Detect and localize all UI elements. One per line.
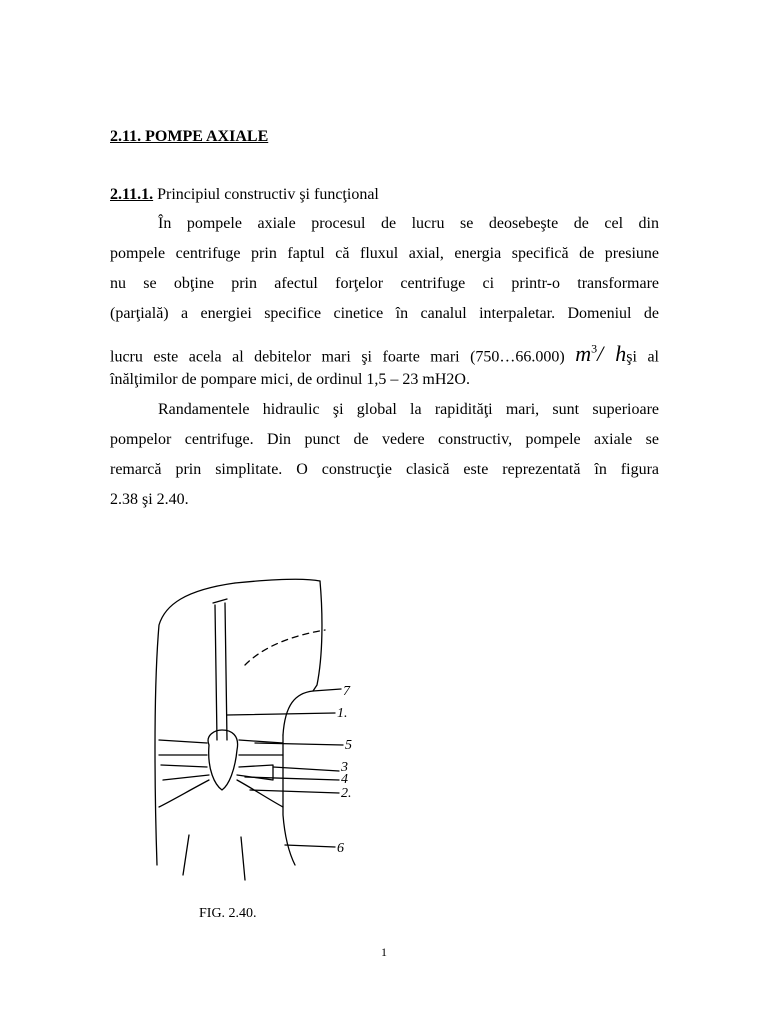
flow-line-lower-left: [159, 780, 209, 807]
leader-2: [250, 790, 339, 793]
flow-range-text: lucru este acela al debitelor mari şi foarte mari (750…66.000): [110, 348, 565, 366]
casing-right-top: [313, 581, 322, 691]
flow-unit: $m^3/$ h: [575, 341, 627, 367]
subsection-heading: [110, 186, 379, 204]
paragraph2-line3: remarcă prin simplitate. O construcţie clasică este reprezentată în figura: [110, 461, 659, 478]
paragraph1-line1: În pompele axiale procesul de lucru se deosebeşte de cel din: [158, 215, 659, 232]
paragraph1-line2: pompele centrifuge prin faptul că fluxul axial, energia specifică de presiune: [110, 245, 659, 262]
axial-pump-sketch: [145, 575, 370, 895]
figure-label-5: 5: [345, 738, 352, 753]
hub: [208, 730, 238, 790]
leader-1: [227, 713, 335, 715]
figure-caption: FIG. 2.40.: [199, 906, 257, 921]
leader-6: [285, 845, 335, 847]
paragraph1-line6: înălţimilor de pompare mici, de ordinul 1,5 – 23 mH2O.: [110, 371, 470, 388]
paragraph1-line3: nu se obţine prin afectul forţelor centrifuge ci printr-o transformare: [110, 275, 659, 292]
paragraph1-line4: (parţială) a energiei specifice cinetice în canalul interpaletar. Domeniul de: [110, 305, 659, 322]
paragraph2-line2: pompelor centrifuge. Din punct de vedere constructiv, pompele axiale se: [110, 431, 659, 448]
flow-unit-tail-text: şi al: [626, 348, 659, 366]
inlet-arrow-2: [241, 837, 245, 880]
leader-7: [313, 689, 341, 691]
figure-label-7: 7: [343, 684, 350, 699]
leader-5: [255, 743, 343, 745]
figure-label-2: 2.: [341, 786, 352, 801]
flow-line-lower-right: [237, 780, 283, 807]
subsection-title: Principiul constructiv şi funcţional: [153, 186, 379, 203]
vane-right-upper: [239, 740, 283, 755]
casing-top: [235, 579, 320, 583]
vane-left-upper: [159, 740, 207, 755]
shaft-left: [215, 605, 217, 740]
paragraph2-line1: Randamentele hidraulic şi global la rapidităţi mari, sunt superioare: [158, 401, 659, 418]
subsection-number: 2.11.1.: [110, 186, 154, 203]
section-heading: 2.11. POMPE AXIALE: [110, 128, 269, 145]
figure-label-3: 3: [341, 760, 348, 775]
page-number: 1: [381, 945, 387, 959]
vane-left-lower: [161, 765, 209, 780]
flow-arrow-top: [245, 630, 325, 665]
inlet-arrow-1: [183, 835, 189, 875]
figure-label-4: 4: [341, 772, 348, 787]
shaft-right: [225, 603, 227, 740]
paragraph2-line4: 2.38 şi 2.40.: [110, 491, 189, 508]
casing-left: [155, 583, 235, 865]
figure-label-6: 6: [337, 841, 344, 856]
figure-label-1: 1.: [337, 706, 348, 721]
paragraph1-line5: [110, 329, 659, 365]
body-paragraphs: [110, 209, 659, 515]
